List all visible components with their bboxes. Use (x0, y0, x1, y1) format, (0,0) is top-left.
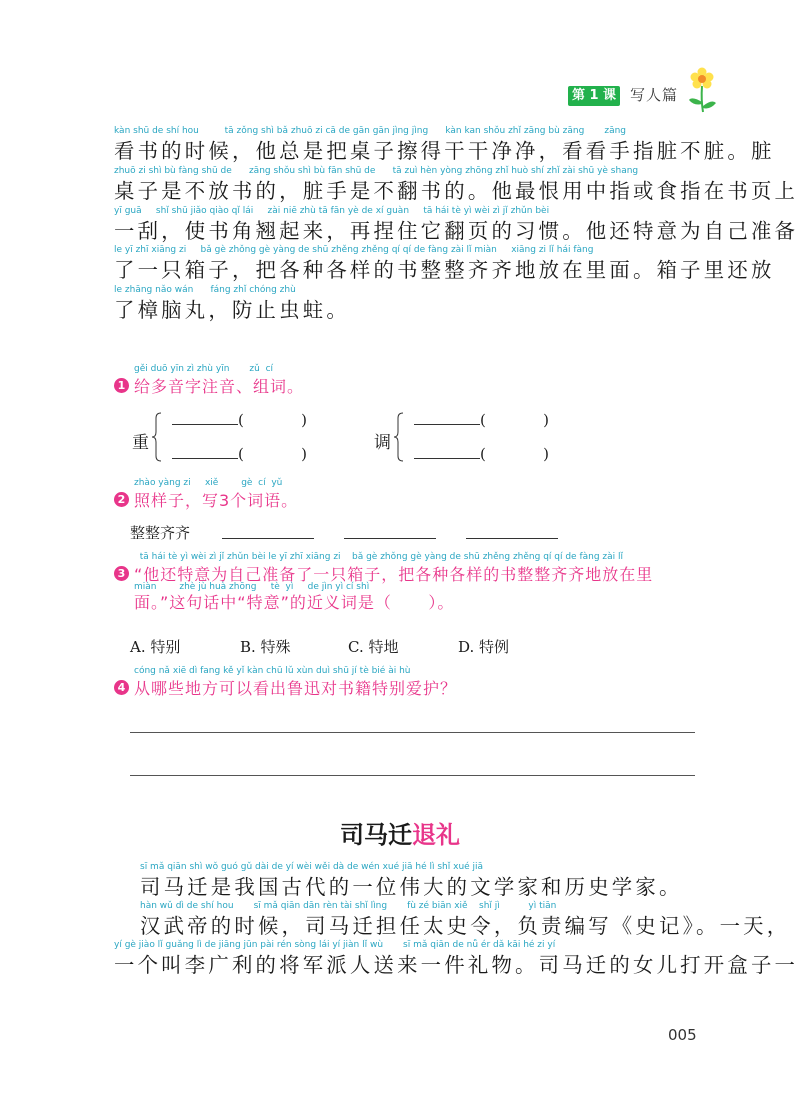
question-number: 2 (114, 492, 129, 507)
pinyin-blank[interactable]: ( ) (480, 411, 549, 429)
page-header (568, 78, 718, 118)
flower-icon (686, 66, 718, 114)
answer-blank[interactable] (344, 538, 436, 539)
question-text: 从哪些地方可以看出鲁迅对书籍特别爱护？ (134, 679, 458, 698)
pinyin: zhào yàng zi xiě gè cí yǔ (134, 478, 283, 488)
question-text: 照样子，写3个词语。 (134, 491, 299, 510)
pinyin: le zhāng nǎo wán fáng zhǐ chóng zhù (114, 285, 296, 295)
pinyin: le yī zhī xiāng zi bǎ gè zhǒng gè yàng de shū zhěng zhěng qí qí de fàng zài lǐ miàn xiāng zi lǐ hái fàng (114, 245, 594, 255)
page-number: 005 (668, 1026, 697, 1044)
passage-text: 一刮，使书角翘起来，再捏住它翻页的习惯。他还特意为自己准备 (114, 219, 799, 243)
pinyin: gěi duō yīn zì zhù yīn zǔ cí (134, 364, 274, 374)
option-b[interactable]: B. 特殊 (240, 638, 291, 656)
answer-line[interactable] (130, 732, 695, 733)
answer-blank[interactable] (466, 538, 558, 539)
pinyin: kàn shū de shí hou tā zǒng shì bǎ zhuō zi cā de gān gān jìng jìng kàn kan shǒu zhǐ zāng bù zāng zāng (114, 126, 626, 136)
pinyin-blank[interactable]: ( ) (480, 445, 549, 463)
question-number: 4 (114, 680, 129, 695)
question-text: “他还特意为自己准备了一只箱子，把各种各样的书整整齐齐地放在里 (134, 565, 654, 584)
section-title: 写人篇 (630, 86, 679, 104)
question-text: 给多音字注音、组词。 (134, 377, 305, 396)
lesson-badge: 第 1 课 (568, 86, 620, 106)
passage-text: 了樟脑丸，防止虫蛀。 (114, 298, 350, 322)
word-blank[interactable] (414, 410, 480, 425)
answer-line[interactable] (130, 775, 695, 776)
example-word: 整整齐齐 (130, 524, 191, 542)
pinyin-blank[interactable]: ( ) (238, 411, 307, 429)
fill-row (414, 410, 549, 429)
option-d[interactable]: D. 特例 (458, 638, 510, 656)
passage-text: 了一只箱子，把各种各样的书整整齐齐地放在里面。箱子里还放 (114, 258, 775, 282)
pinyin: cóng nǎ xiē dì fang kě yǐ kàn chū lǔ xùn duì shū jí tè bié ài hù (134, 666, 411, 676)
fill-row (172, 410, 307, 429)
pinyin: zhuō zi shì bù fàng shū de zāng shǒu shì bù fān shū de tā zuì hèn yòng zhōng zhǐ huò shí zhǐ zài shū yè shang (114, 166, 639, 176)
pinyin: tā hái tè yì wèi zì jǐ zhǔn bèi le yī zhī xiāng zi bǎ gè zhǒng gè yàng de shū zhěng zhěng qí qí de fàng zài lǐ (134, 552, 624, 562)
story-title-pink: 退礼 (412, 821, 460, 849)
pinyin: miàn zhè jù huà zhōng tè yì de jìn yì cí shì (134, 582, 370, 592)
fill-row (414, 444, 549, 463)
story-text: 司马迁是我国古代的一位伟大的文学家和历史学家。 (140, 875, 683, 899)
pinyin: yí gè jiào lǐ guǎng lì de jiāng jūn pài rén sòng lái yí jiàn lǐ wù sī mǎ qiān de nǚ ér dǎ kāi hé zi yí (114, 940, 556, 950)
pinyin-blank[interactable]: ( ) (238, 445, 307, 463)
option-c[interactable]: C. 特地 (348, 638, 399, 656)
story-text: 一个叫李广利的将军派人送来一件礼物。司马迁的女儿打开盒子一 (114, 953, 799, 977)
story-title (0, 815, 800, 850)
story-title-black: 司马迁 (340, 821, 412, 849)
word-blank[interactable] (414, 444, 480, 459)
polyphone-char: 调 (374, 433, 391, 453)
question-number: 3 (114, 566, 129, 581)
pinyin: hàn wǔ dì de shí hou sī mǎ qiān dān rèn tài shǐ lìng fù zé biān xiě shǐ jì yì tiān (140, 901, 557, 911)
brace-icon (152, 412, 162, 462)
passage-text: 桌子是不放书的，脏手是不翻书的。他最恨用中指或食指在书页上 (114, 179, 799, 203)
word-blank[interactable] (172, 410, 238, 425)
brace-icon (394, 412, 404, 462)
pinyin: sī mǎ qiān shì wǒ guó gǔ dài de yí wèi wěi dà de wén xué jiā hé lì shǐ xué jiā (140, 862, 484, 872)
fill-row (172, 444, 307, 463)
question-text-cont: 面。”这句话中“特意”的近义词是（ ）。 (134, 593, 455, 612)
passage-text: 看书的时候，他总是把桌子擦得干干净净，看看手指脏不脏。脏 (114, 139, 775, 163)
pinyin: yī guā shǐ shū jiǎo qiào qǐ lái zài niē zhù tā fān yè de xí guàn tā hái tè yì wèi zì jǐ zhǔn bèi (114, 206, 550, 216)
option-a[interactable]: A. 特别 (130, 638, 181, 656)
story-text: 汉武帝的时候，司马迁担任太史令，负责编写《史记》。一天， (140, 914, 791, 938)
answer-blank[interactable] (222, 538, 314, 539)
polyphone-char: 重 (132, 433, 149, 453)
word-blank[interactable] (172, 444, 238, 459)
question-number: 1 (114, 378, 129, 393)
